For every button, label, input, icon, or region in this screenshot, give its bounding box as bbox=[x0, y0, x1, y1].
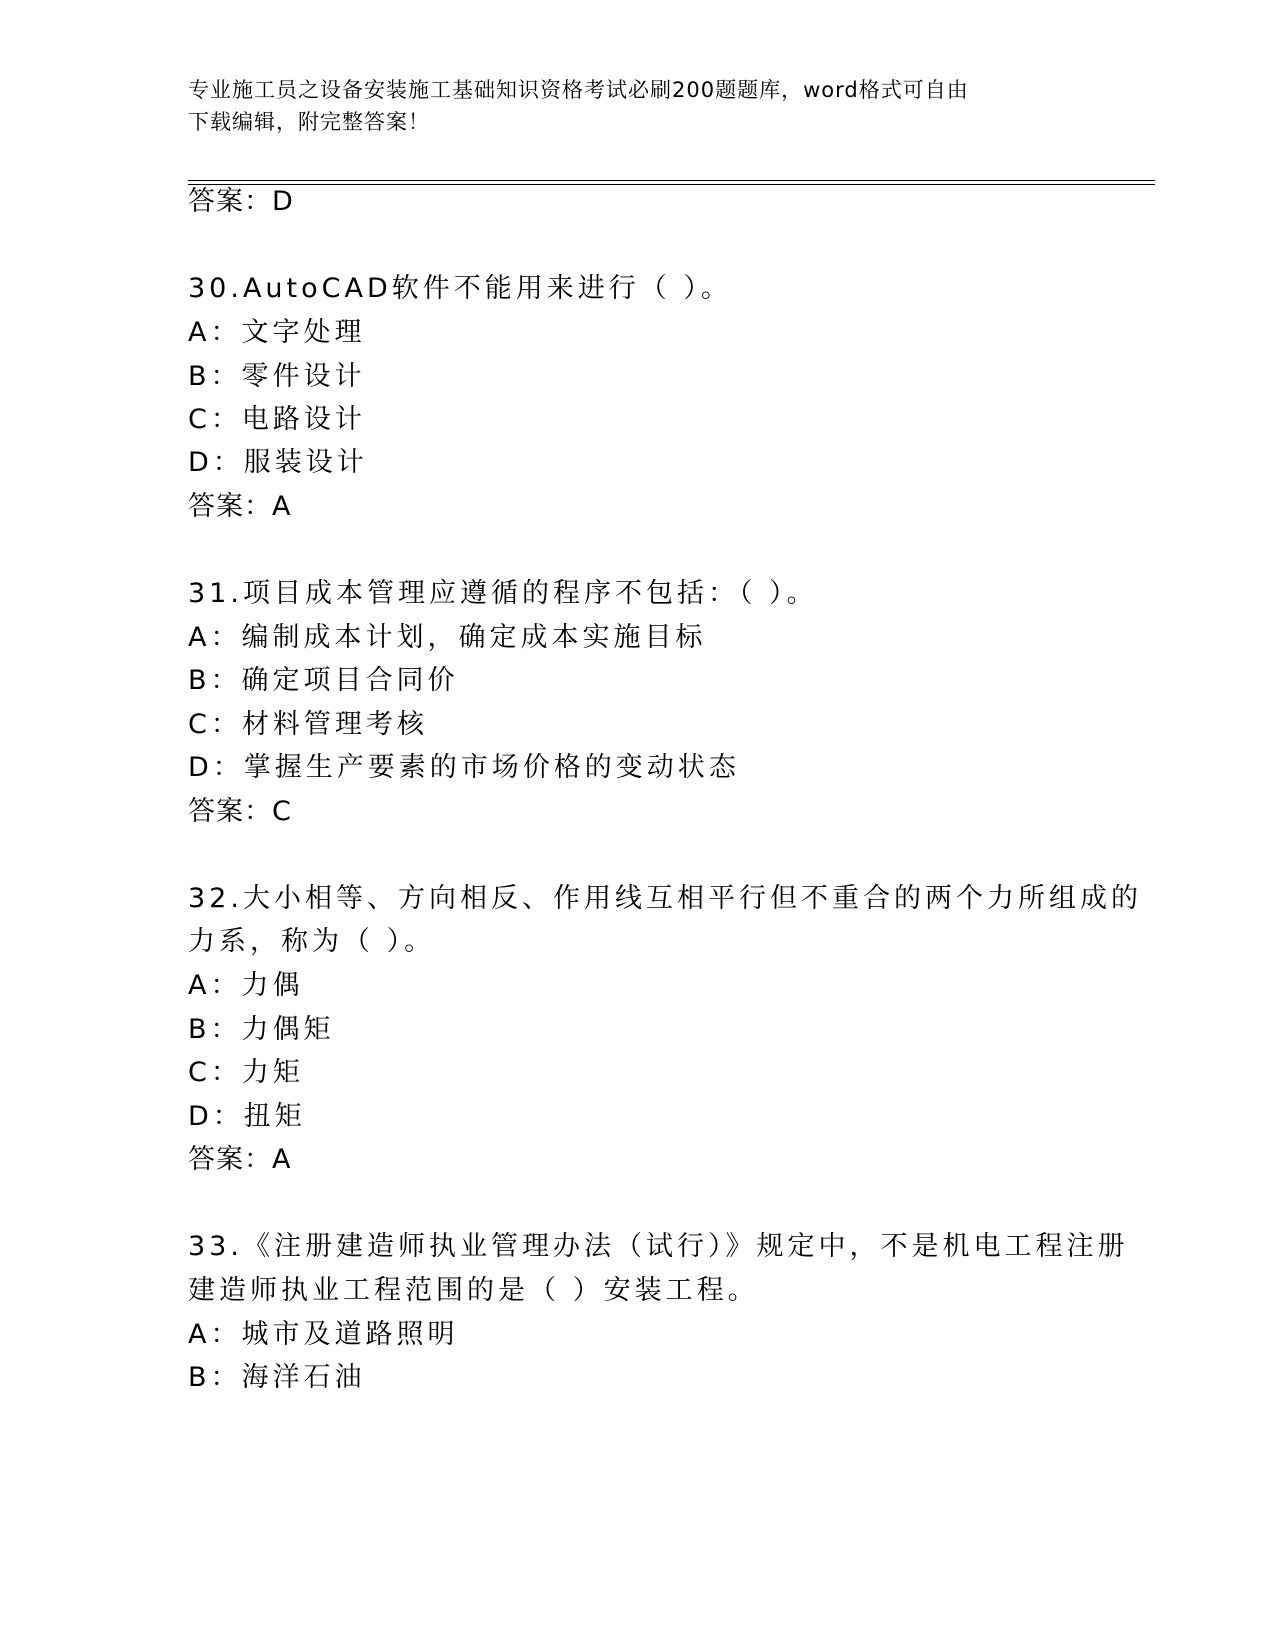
question-30-option-a: A：文字处理 bbox=[188, 317, 366, 348]
answer-30: 答案：A bbox=[188, 491, 292, 522]
question-30-option-c: C：电路设计 bbox=[188, 404, 366, 435]
question-31-option-d: D：掌握生产要素的市场价格的变动状态 bbox=[188, 752, 740, 783]
question-33-option-b: B：海洋石油 bbox=[188, 1362, 366, 1393]
answer-32: 答案：A bbox=[188, 1144, 292, 1175]
question-31-option-c: C：材料管理考核 bbox=[188, 709, 428, 740]
question-33-stem-line-1: 33.《注册建造师执业管理办法（试行）》规定中，不是机电工程注册 bbox=[188, 1231, 1129, 1262]
question-32-option-b: B：力偶矩 bbox=[188, 1014, 335, 1045]
question-30-option-b: B：零件设计 bbox=[188, 361, 366, 392]
question-32-option-d: D：扭矩 bbox=[188, 1101, 306, 1132]
question-31-stem: 31.项目成本管理应遵循的程序不包括：（ ）。 bbox=[188, 578, 818, 609]
question-33-stem-line-2: 建造师执业工程范围的是（ ）安装工程。 bbox=[188, 1275, 759, 1306]
header-line-1: 专业施工员之设备安装施工基础知识资格考试必刷200题题库，word格式可自由 bbox=[188, 78, 969, 102]
header-line-2: 下载编辑，附完整答案！ bbox=[188, 110, 430, 134]
header-rule-top bbox=[188, 180, 1155, 181]
question-31-option-b: B：确定项目合同价 bbox=[188, 665, 459, 696]
question-30-stem: 30.AutoCAD软件不能用来进行（ ）。 bbox=[188, 273, 732, 304]
document-header bbox=[188, 74, 1088, 138]
answer-29: 答案：D bbox=[188, 186, 294, 217]
question-33-option-a: A：城市及道路照明 bbox=[188, 1319, 459, 1350]
question-30-option-d: D：服装设计 bbox=[188, 447, 368, 478]
answer-31: 答案：C bbox=[188, 796, 292, 827]
question-32-option-c: C：力矩 bbox=[188, 1057, 304, 1088]
question-32-option-a: A：力偶 bbox=[188, 970, 304, 1001]
question-31-option-a: A：编制成本计划，确定成本实施目标 bbox=[188, 622, 707, 653]
question-32-stem-line-2: 力系，称为（ ）。 bbox=[188, 926, 436, 957]
header-rule-bottom bbox=[188, 184, 1155, 185]
question-32-stem-line-1: 32.大小相等、方向相反、作用线互相平行但不重合的两个力所组成的 bbox=[188, 883, 1142, 914]
